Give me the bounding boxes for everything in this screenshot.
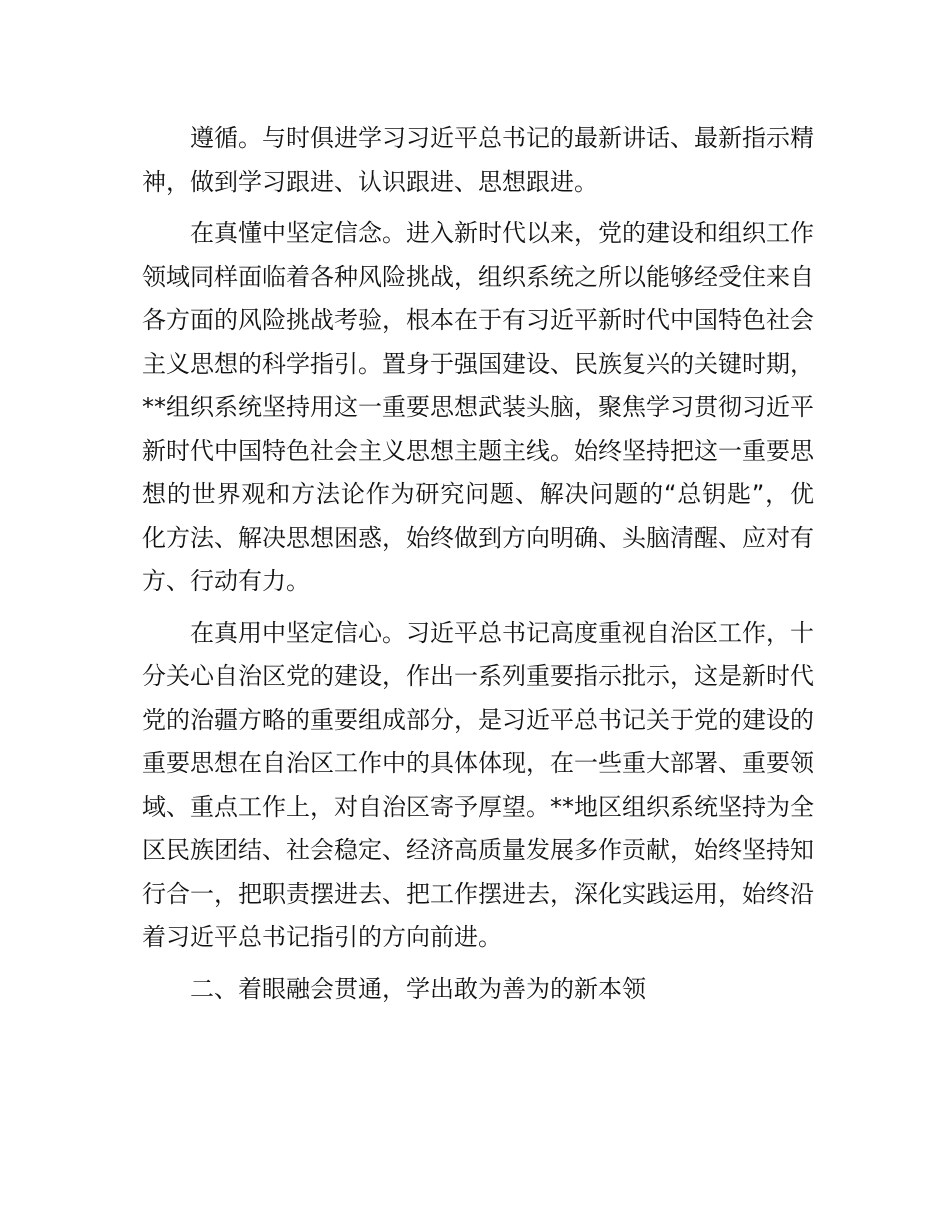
- document-body: [142, 117, 814, 1011]
- paragraph-belief: 在真懂中坚定信念。进入新时代以来，党的建设和组织工作领域同样面临着各种风险挑战，组织系统之所以能够经受住来自各方面的风险挑战考验，根本在于有习近平新时代中国特色社会主义思想的科学指引。置身于强国建设、民族复兴的关键时期，**组织系统坚持用这一重要思想武装头脑，聚焦学习贯彻习近平新时代中国特色社会主义思想主题主线。始终坚持把这一重要思想的世界观和方法论作为研究问题、解决问题的“总钥匙”，优化方法、解决思想困惑，始终做到方向明确、头脑清醒、应对有方、行动有力。: [142, 219, 814, 595]
- paragraph-continuation: 遵循。与时俱进学习习近平总书记的最新讲话、最新指示精神，做到学习跟进、认识跟进、思想跟进。: [142, 124, 814, 196]
- paragraph-confidence: 在真用中坚定信心。习近平总书记高度重视自治区工作，十分关心自治区党的建设，作出一系列重要指示批示，这是新时代党的治疆方略的重要组成部分，是习近平总书记关于党的建设的重要思想在自治区工作中的具体体现，在一些重大部署、重要领域、重点工作上，对自治区寄予厚望。**地区组织系统坚持为全区民族团结、社会稳定、经济高质量发展多作贡献，始终坚持知行合一，把职责摆进去、把工作摆进去，深化实践运用，始终沿着习近平总书记指引的方向前进。: [142, 618, 814, 951]
- section-heading: 二、着眼融会贯通，学出敢为善为的新本领: [190, 974, 646, 1003]
